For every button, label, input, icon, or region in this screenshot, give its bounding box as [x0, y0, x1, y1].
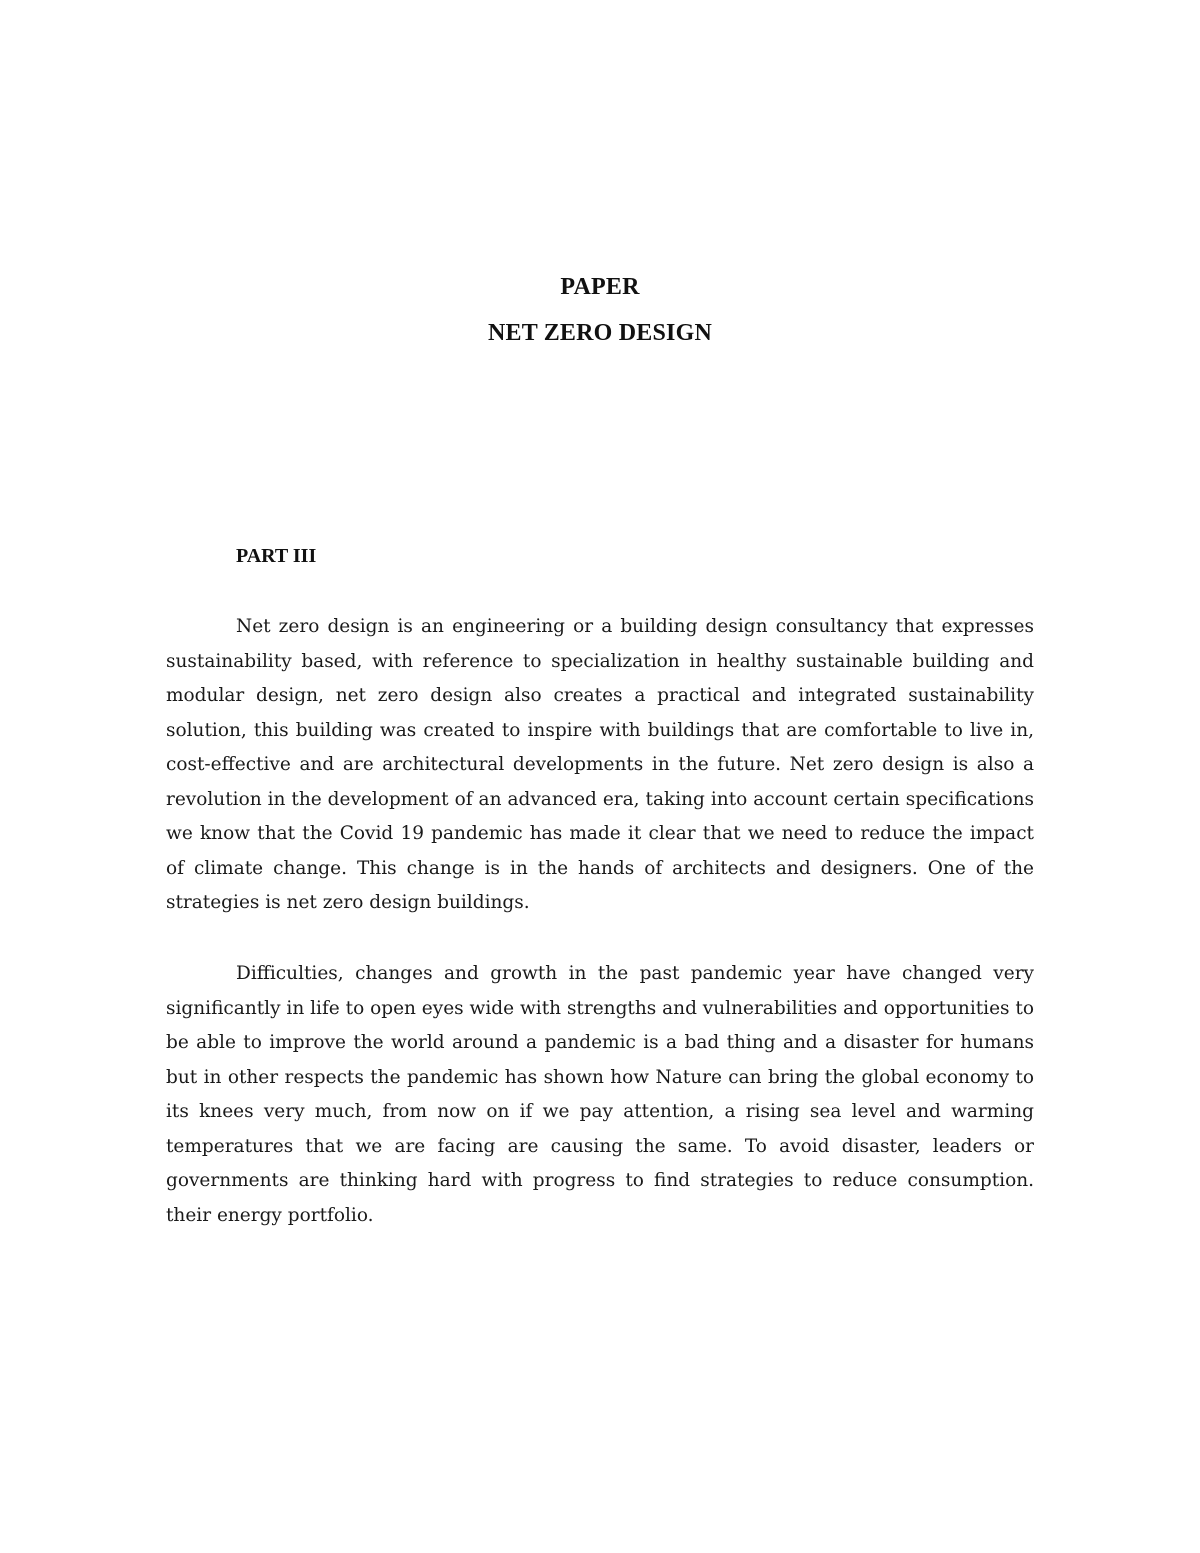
body-paragraph-1: Net zero design is an engineering or a building design consultancy that expresses sustainability based, with reference to specialization in healthy sustainable building and modular design, net zero design also creates a practical and integrated sustainability solution, this building was created to inspire with buildings that are comfortable to live in, cost-effective and are architectural developments in the future. Net zero design is also a revolution in the development of an advanced era, taking into account certain specifications we know that the Covid 19 pandemic has made it clear that we need to reduce the impact of climate change. This change is in the hands of architects and designers. One of the strategies is net zero design buildings. — [166, 616, 1034, 913]
document-subtitle: NET ZERO DESIGN — [488, 320, 712, 346]
document-title: PAPER — [560, 274, 640, 300]
body-paragraph-2: Difficulties, changes and growth in the past pandemic year have changed very significantly in life to open eyes wide with strengths and vulnerabilities and opportunities to be able to improve the world around a pandemic is a bad thing and a disaster for humans but in other respects the pandemic has shown how Nature can bring the global economy to its knees very much, from now on if we pay attention, a rising sea level and warming temperatures that we are facing are causing the same. To avoid disaster, leaders or governments are thinking hard with progress to find strategies to reduce consumption. their energy portfolio. — [166, 963, 1034, 1226]
section-heading: PART III — [236, 545, 317, 567]
